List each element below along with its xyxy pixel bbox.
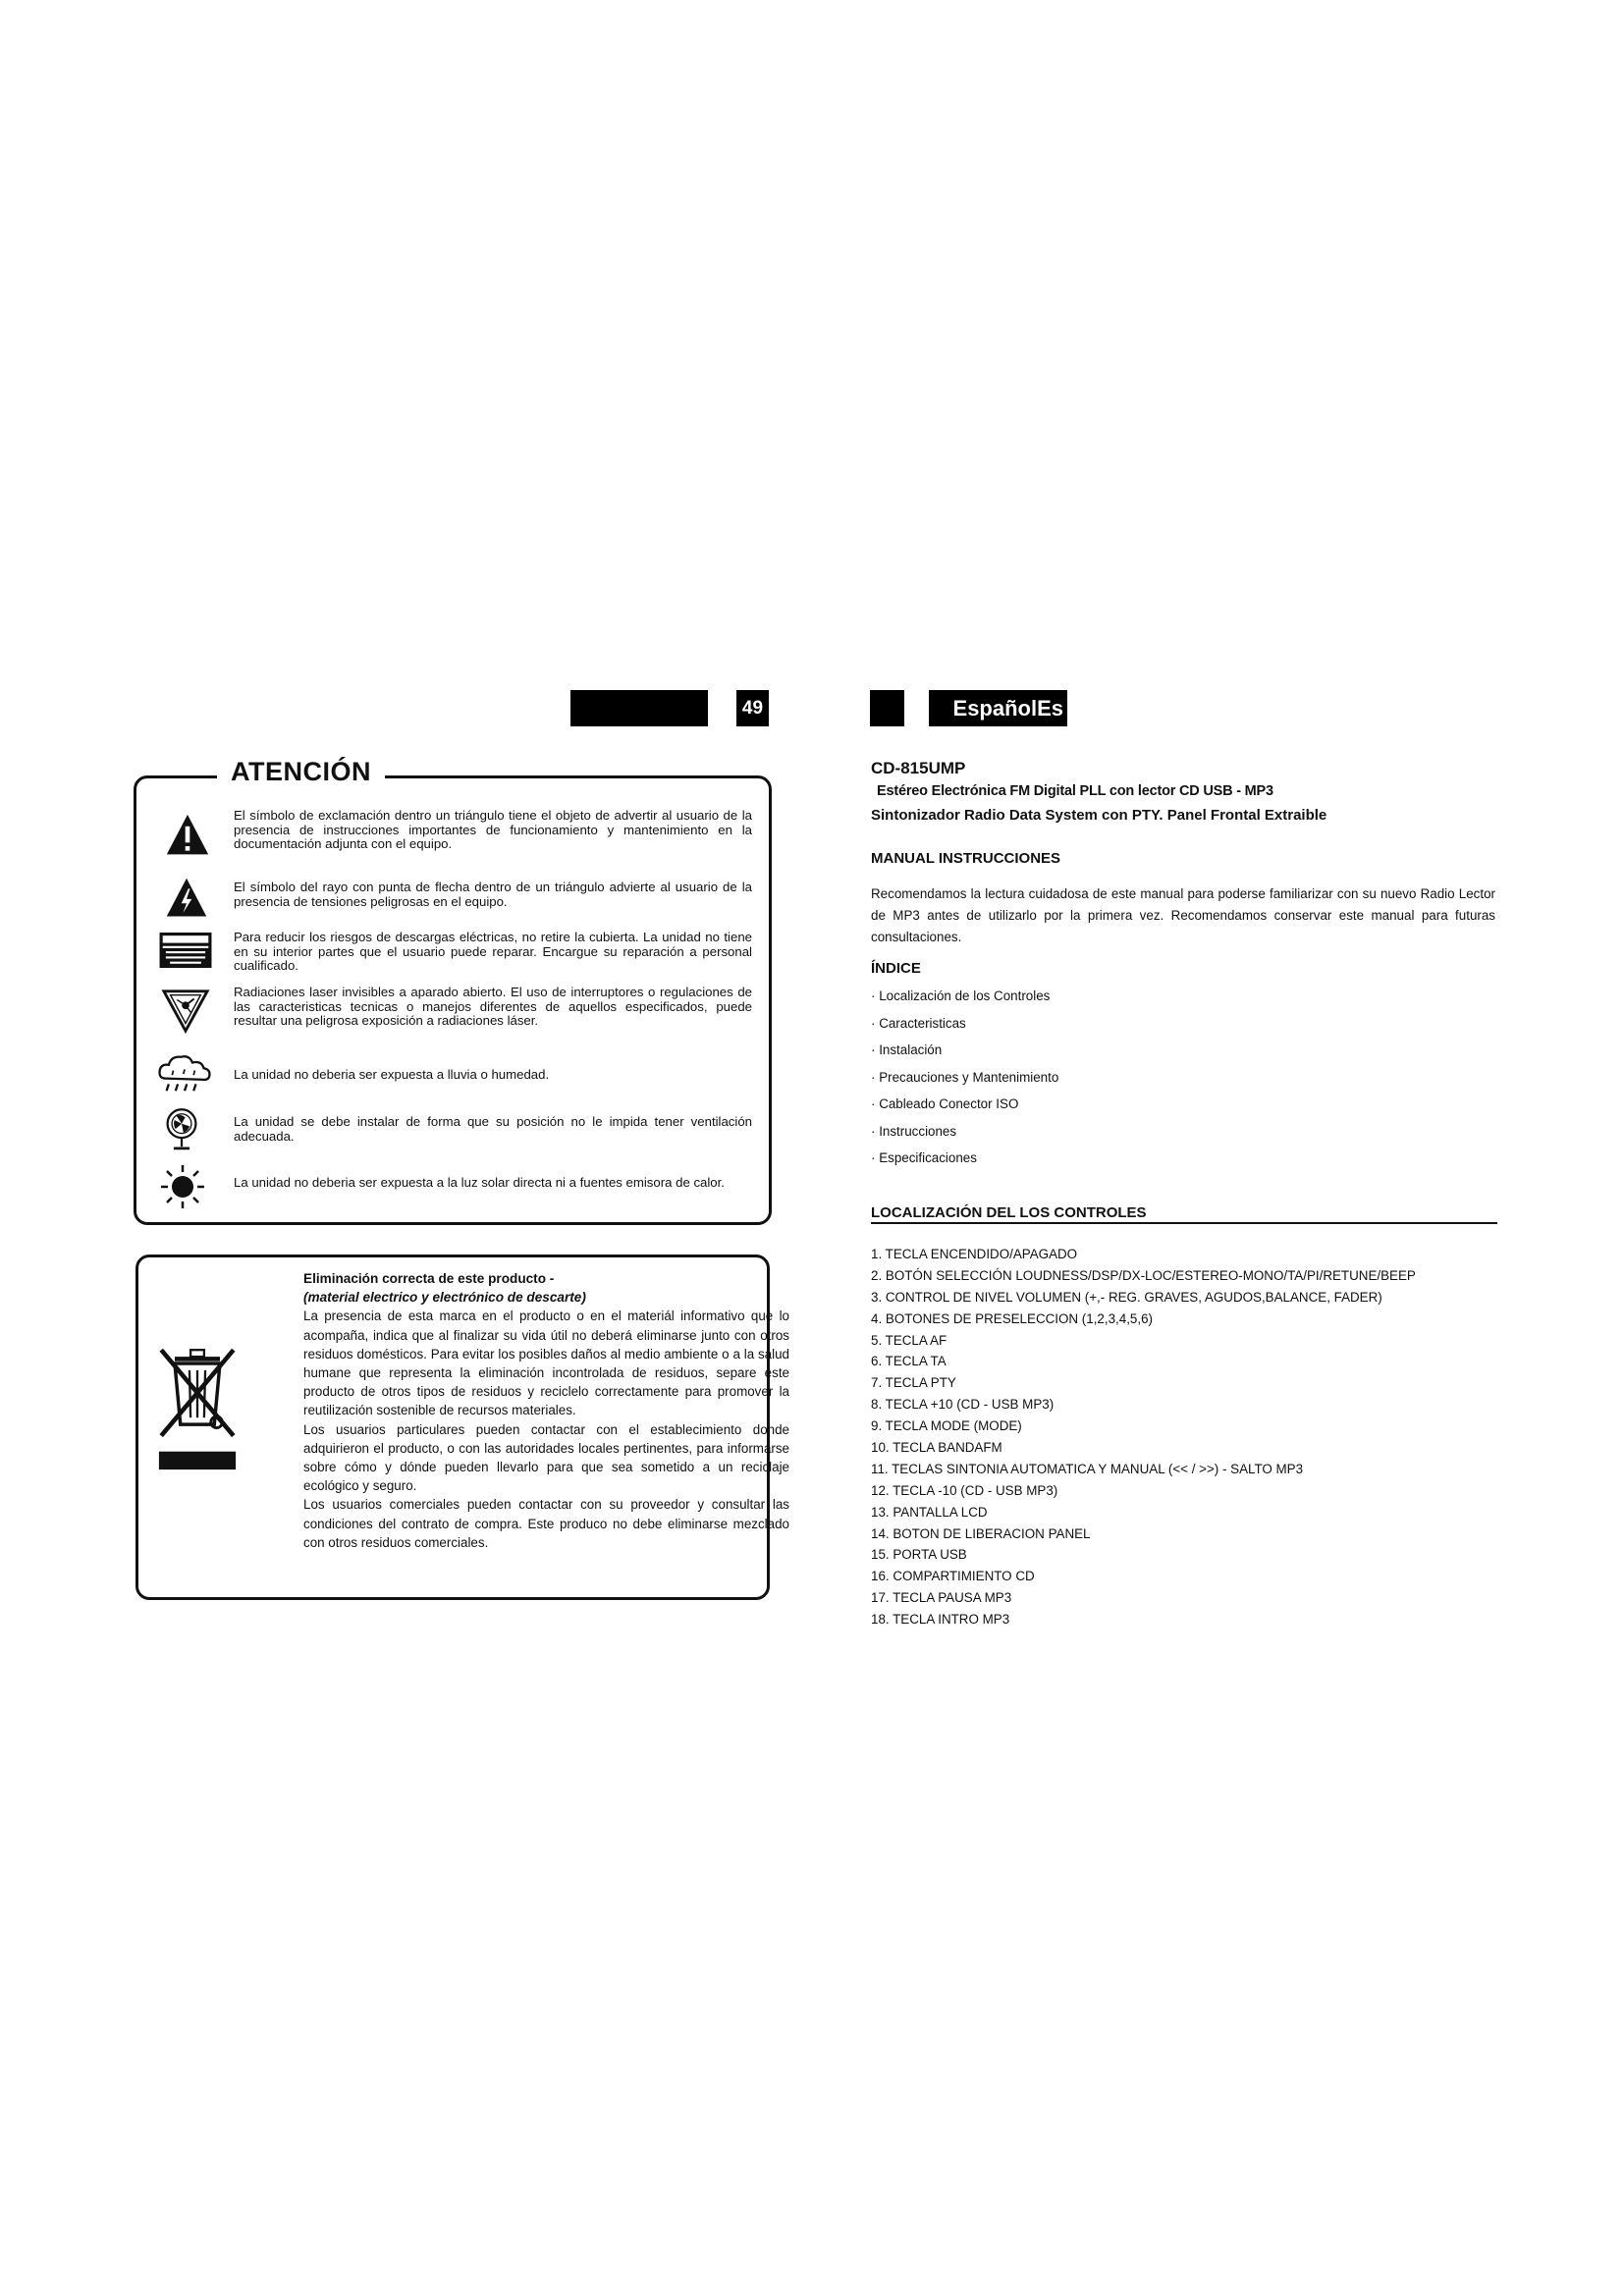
product-line-2: Sintonizador Radio Data System con PTY. Panel Frontal Extraible: [871, 807, 1327, 824]
recycling-box: [135, 1255, 789, 1600]
atencion-box: [134, 757, 772, 1225]
recycling-paragraph: La presencia de esta marca en el producto o en el materiál informativo que lo acompaña, indica que al finalizar su vida útil no deberá eliminarse junto con otros residuos domésticos. Para evitar los posibles daños al medio ambiente o a la salud humane que representa la eliminación incontrolada de residuos, separe este producto de otros tipos de residuos y reciclelo correctamente para promover la reutilización sostenible de recursos materiales.: [303, 1308, 789, 1418]
recycling-paragraph: Los usuarios particulares pueden contactar con el establecimiento donde adquirieron el producto, o con las autoridades locales pertinentes, para informarse sobre cómo y dónde pueden llevarlo para que sea sometido a un reciclaje ecológico y seguro.: [303, 1421, 789, 1494]
list-item: 2. BOTÓN SELECCIÓN LOUDNESS/DSP/DX-LOC/ESTEREO-MONO/TA/PI/RETUNE/BEEP: [871, 1267, 1416, 1283]
list-item: 4. BOTONES DE PRESELECCION (1,2,3,4,5,6): [871, 1310, 1154, 1326]
list-item: 6. TECLA TA: [871, 1354, 947, 1369]
product-line-1: Estéreo Electrónica FM Digital PLL con lector CD USB - MP3: [877, 783, 1273, 799]
warning-text: El símbolo de exclamación dentro un triángulo tiene el objeto de advertir al usuario de la presencia de instrucciones importantes de funcionamiento y mantenimiento en la documentación adjunta con el equipo.: [234, 808, 752, 851]
list-item: · Instrucciones: [871, 1123, 957, 1139]
recycling-paragraph: Los usuarios comerciales pueden contactar con su proveedor y consultar las condiciones del contrato de compra. Este produco no debe eliminarse mezclado con otros residuos comerciales.: [303, 1497, 789, 1550]
ventilation-fan-icon: [164, 1107, 199, 1152]
index-heading: ÍNDICE: [871, 960, 921, 977]
recycling-subtitle: (material electrico y electrónico de descarte): [303, 1290, 586, 1306]
caution-label-icon: [158, 933, 213, 968]
controls-list: [871, 1247, 1416, 1633]
lightning-triangle-icon: [164, 877, 209, 920]
list-item: 9. TECLA MODE (MODE): [871, 1418, 1022, 1434]
warning-text: La unidad se debe instalar de forma que su posición no le impida tener ventilación adecuada.: [234, 1114, 752, 1144]
list-item: 15. PORTA USB: [871, 1547, 967, 1563]
list-item: · Precauciones y Mantenimiento: [871, 1069, 1059, 1085]
list-item: 11. TECLAS SINTONIA AUTOMATICA Y MANUAL (<< / >>) - SALTO MP3: [871, 1461, 1304, 1476]
list-item: 17. TECLA PAUSA MP3: [871, 1590, 1012, 1606]
recycling-title: Eliminación correcta de este producto -: [303, 1271, 555, 1286]
warning-text: Radiaciones laser invisibles a aparado abierto. El uso de interruptores o regulaciones de las caracteristicas tecnicas o manejos diferentes de aquellos especificados, puede resultar una peligrosa exposición a radiaciones láser.: [234, 985, 752, 1028]
exclamation-triangle-icon: [164, 813, 211, 858]
list-item: 18. TECLA INTRO MP3: [871, 1612, 1010, 1628]
recycling-text: [303, 1269, 789, 1552]
list-item: 10. TECLA BANDAFM: [871, 1440, 1002, 1456]
list-item: 7. TECLA PTY: [871, 1375, 956, 1391]
list-item: · Especificaciones: [871, 1150, 977, 1165]
model-number: CD-815UMP: [871, 759, 966, 777]
laser-warning-icon: [160, 988, 211, 1035]
manual-heading: MANUAL INSTRUCCIONES: [871, 850, 1061, 867]
list-item: · Localización de los Controles: [871, 988, 1051, 1003]
index-list: [871, 988, 1058, 1178]
sun-icon: [158, 1162, 207, 1211]
warning-text: La unidad no deberia ser expuesta a la luz solar directa ni a fuentes emisora de calor.: [234, 1175, 725, 1190]
warning-text: Para reducir los riesgos de descargas eléctricas, no retire la cubierta. La unidad no tiene en su interior partes que el usuario puede reparar. Encargue su reparación a personal cualificado.: [234, 930, 752, 973]
list-item: 5. TECLA AF: [871, 1332, 947, 1348]
list-item: · Caracteristicas: [871, 1015, 966, 1031]
rain-cloud-icon: [156, 1051, 213, 1096]
list-item: 1. TECLA ENCENDIDO/APAGADO: [871, 1247, 1078, 1261]
list-item: 12. TECLA -10 (CD - USB MP3): [871, 1482, 1058, 1498]
list-item: 14. BOTON DE LIBERACION PANEL: [871, 1525, 1091, 1541]
header-bar-left: [570, 690, 708, 726]
controls-heading: LOCALIZACIÓN DEL LOS CONTROLES: [871, 1204, 1497, 1224]
list-item: · Instalación: [871, 1042, 943, 1057]
intro-paragraph: Recomendamos la lectura cuidadosa de este manual para poderse familiarizar con su nuevo Radio Lector de MP3 antes de utilizarlo por la primera vez. Recomendamos conservar este manual para futuras consultaciones.: [871, 886, 1495, 944]
list-item: 13. PANTALLA LCD: [871, 1504, 988, 1520]
warning-text: La unidad no deberia ser expuesta a lluvia o humedad.: [234, 1067, 550, 1082]
list-item: 8. TECLA +10 (CD - USB MP3): [871, 1397, 1055, 1413]
crossed-bin-icon: [152, 1340, 243, 1477]
list-item: · Cableado Conector ISO: [871, 1096, 1019, 1111]
page-number: 49: [736, 690, 769, 726]
list-item: 3. CONTROL DE NIVEL VOLUMEN (+,- REG. GRAVES, AGUDOS,BALANCE, FADER): [871, 1289, 1382, 1305]
language-tab: EspañolEs: [929, 690, 1067, 726]
atencion-title: ATENCIÓN: [217, 757, 385, 787]
list-item: 16. COMPARTIMIENTO CD: [871, 1569, 1035, 1584]
warning-text: El símbolo del rayo con punta de flecha dentro de un triángulo advierte al usuario de la presencia de tensiones peligrosas en el equipo.: [234, 880, 752, 909]
header-bar-square: [870, 690, 904, 726]
